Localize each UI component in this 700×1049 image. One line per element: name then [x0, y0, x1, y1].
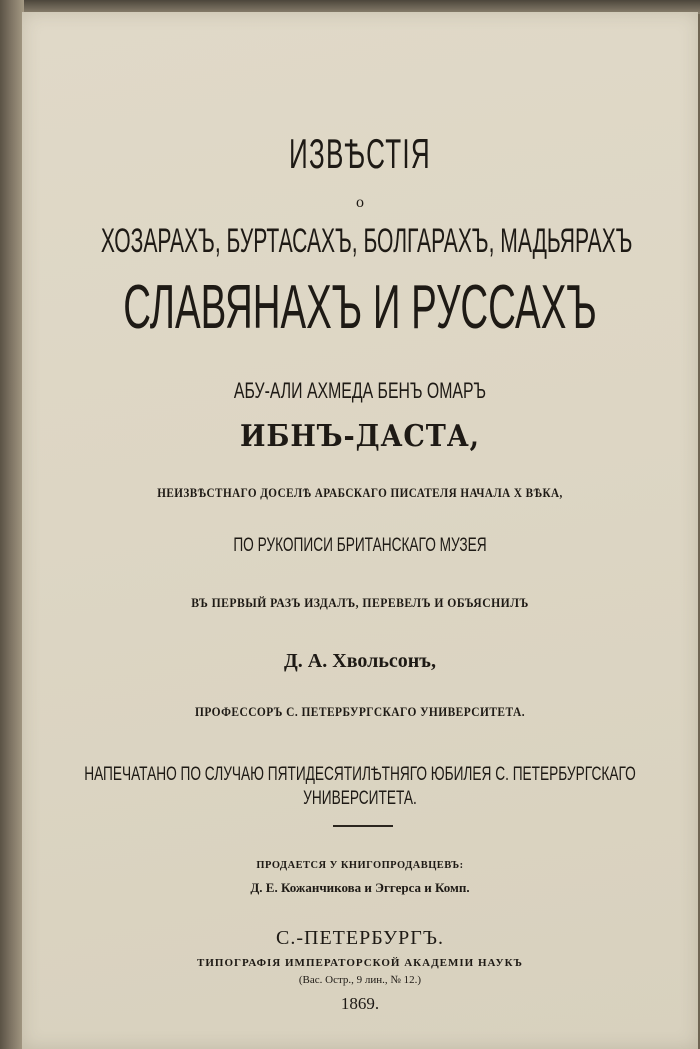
- publication-year: 1869.: [340, 994, 380, 1013]
- title-slavs-rus: СЛАВЯНАХЪ И РУССАХЪ: [123, 273, 597, 342]
- book-spine-edge: [0, 0, 24, 1049]
- editor-title: ПРОФЕССОРЪ С. ПЕТЕРБУРГСКАГО УНИВЕРСИТЕТА.: [194, 704, 525, 719]
- editor-name: Д. А. Хвольсонъ,: [284, 650, 436, 672]
- manuscript-source: ПО РУКОПИСИ БРИТАНСКАГО МУЗЕЯ: [233, 535, 487, 556]
- title-izvestiya: ИЗВѢСТІЯ: [289, 130, 431, 177]
- title-page: [22, 12, 698, 1049]
- author-description: НЕИЗВѢСТНАГО ДОСЕЛѢ АРАБСКАГО ПИСАТЕЛЯ НАЧАЛА X ВѢКА,: [157, 485, 563, 500]
- divider-rule: [333, 825, 393, 827]
- sold-by-label: ПРОДАЕТСЯ У КНИГОПРОДАВЦЕВЪ:: [256, 859, 464, 871]
- author-name-line: АБУ-АЛИ АХМЕДА БЕНЪ ОМАРЪ: [233, 378, 487, 403]
- printer-name: ТИПОГРАФІЯ ИМПЕРАТОРСКОЙ АКАДЕМІИ НАУКЪ: [197, 957, 523, 969]
- printer-address: (Вас. Остр., 9 лин., № 12.): [298, 974, 422, 986]
- occasion-line-2: УНИВЕРСИТЕТА.: [303, 788, 417, 809]
- occasion-line-1: НАПЕЧАТАНО ПО СЛУЧАЮ ПЯТИДЕСЯТИЛѢТНЯГО ЮБИЛЕЯ С. ПЕТЕРБУРГСКАГО: [84, 764, 636, 785]
- title-preposition: о: [356, 194, 364, 211]
- place-of-publication: С.-ПЕТЕРБУРГЪ.: [276, 927, 444, 949]
- booksellers-names: Д. Е. Кожанчикова и Эггерса и Комп.: [250, 880, 470, 895]
- title-peoples-line: ХОЗАРАХЪ, БУРТАСАХЪ, БОЛГАРАХЪ, МАДЬЯРАХЪ: [100, 222, 633, 260]
- editor-credit: ВЪ ПЕРВЫЙ РАЗЪ ИЗДАЛЪ, ПЕРЕВЕЛЪ И ОБЪЯСНИЛЪ: [191, 595, 529, 610]
- author-ibn-dasta: ИБНЪ-ДАСТА,: [239, 419, 480, 454]
